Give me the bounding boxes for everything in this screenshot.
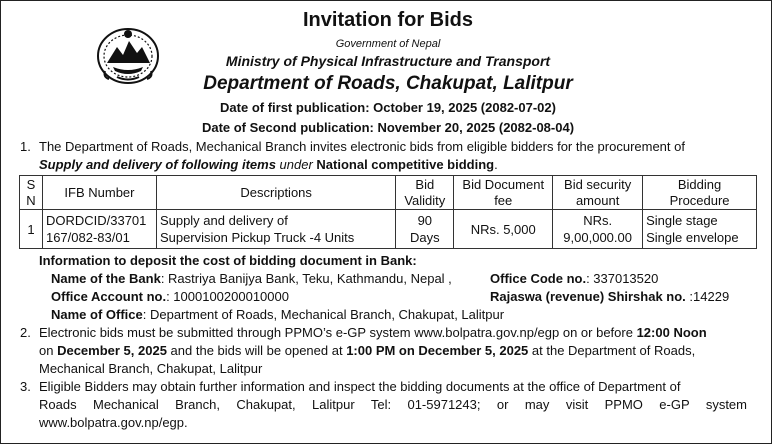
office-name bbox=[51, 306, 504, 324]
office-code-label: Office Code no. bbox=[490, 271, 587, 286]
first-publication-date: Date of first publication: October 19, 2025 (2082-07-02) bbox=[220, 100, 556, 115]
para1-line2 bbox=[39, 156, 685, 174]
office-name-value: : Department of Roads, Mechanical Branch, Chakupat, Lalitpur bbox=[142, 307, 505, 322]
para2-opening-time: 1:00 PM on December 5, 2025 bbox=[346, 343, 529, 358]
cell-bid-security bbox=[553, 210, 643, 249]
office-account-label: Office Account no. bbox=[51, 289, 167, 304]
para1-text bbox=[39, 138, 685, 174]
para3-number: 3. bbox=[20, 379, 31, 394]
para1-bidding-type: National competitive bidding bbox=[316, 157, 495, 172]
ministry-name: Ministry of Physical Infrastructure and Transport bbox=[225, 53, 551, 69]
header-bid-validity: Bid Validity bbox=[396, 176, 454, 210]
desc-line2: Supervision Pickup Truck -4 Units bbox=[159, 230, 355, 245]
header-descriptions: Descriptions bbox=[156, 176, 395, 210]
second-publication-date: Date of Second publication: November 20, 2025 (2082-08-04) bbox=[201, 120, 575, 135]
header-ifb-number: IFB Number bbox=[42, 176, 156, 210]
office-code-value: : 337013520 bbox=[586, 271, 659, 286]
para3-text bbox=[39, 378, 747, 432]
para2-l2c: and the bids will be opened at bbox=[166, 343, 347, 358]
para3-line3: www.bolpatra.gov.np/egp. bbox=[39, 415, 188, 430]
para2-line2 bbox=[39, 342, 707, 360]
table-header-row bbox=[20, 176, 757, 210]
procedure-line1: Single stage bbox=[646, 213, 718, 228]
para3-line2: Roads Mechanical Branch, Chakupat, Lalitpur Tel: 01-5971243; or may visit PPMO e-GP system bbox=[39, 397, 747, 412]
cell-bid-validity bbox=[396, 210, 454, 249]
cell-sn: 1 bbox=[20, 210, 43, 249]
security-line2: 9,00,000.00 bbox=[563, 230, 632, 245]
cell-bidding-procedure bbox=[643, 210, 757, 249]
bank-name-value: : Rastriya Banijya Bank, Teku, Kathmandu, Nepal , bbox=[160, 271, 452, 286]
rajaswa-value: :14229 bbox=[685, 289, 730, 304]
cell-ifb-number bbox=[42, 210, 156, 249]
para2-line3: Mechanical Branch, Chakupat, Lalitpur bbox=[39, 361, 263, 376]
para2-l2e: at the Department of Roads, bbox=[528, 343, 696, 358]
rajaswa-shirshak bbox=[490, 288, 729, 306]
para2-number: 2. bbox=[20, 325, 31, 340]
validity-line2: Days bbox=[410, 230, 440, 245]
procedure-line2: Single envelope bbox=[646, 230, 739, 245]
para2-deadline-time: 12:00 Noon bbox=[636, 325, 707, 340]
government-name: Government of Nepal bbox=[335, 38, 441, 50]
desc-line1: Supply and delivery of bbox=[159, 213, 288, 228]
department-name: Department of Roads, Chakupat, Lalitpur bbox=[203, 73, 573, 94]
office-code bbox=[490, 270, 658, 288]
para1-line1: The Department of Roads, Mechanical Branch invites electronic bids from eligible bidders for the procurement of bbox=[39, 139, 685, 154]
header-sn: S N bbox=[20, 176, 43, 210]
para1-items-phrase: Supply and delivery of following items bbox=[39, 157, 276, 172]
bank-name-label: Name of the Bank bbox=[51, 271, 161, 286]
header-bid-security: Bid security amount bbox=[553, 176, 643, 210]
para2-text bbox=[39, 324, 707, 378]
ifb-line2: 167/082-83/01 bbox=[45, 230, 130, 245]
ifb-line1: DORDCID/33701 bbox=[45, 213, 147, 228]
office-account-value: : 1000100200010000 bbox=[166, 289, 289, 304]
validity-line1: 90 bbox=[417, 213, 433, 228]
cell-description bbox=[156, 210, 395, 249]
para3-line1: Eligible Bidders may obtain further information and inspect the bidding documents at the office of Department of bbox=[39, 379, 681, 394]
deposit-heading bbox=[39, 252, 417, 270]
notice-title: Invitation for Bids bbox=[303, 9, 473, 31]
rajaswa-label: Rajaswa (revenue) Shirshak no. bbox=[490, 289, 686, 304]
para2-line1 bbox=[39, 324, 707, 342]
header-bidding-procedure: Bidding Procedure bbox=[643, 176, 757, 210]
header-bid-document-fee: Bid Document fee bbox=[454, 176, 553, 210]
bid-table bbox=[19, 175, 757, 249]
bank-name bbox=[51, 270, 452, 288]
para1-number: 1. bbox=[20, 139, 31, 154]
cell-bid-fee: NRs. 5,000 bbox=[454, 210, 553, 249]
para2-l2a: on bbox=[39, 343, 58, 358]
para1-under: under bbox=[275, 157, 317, 172]
para2-deadline-date: December 5, 2025 bbox=[57, 343, 167, 358]
table-row bbox=[20, 210, 757, 249]
office-account bbox=[51, 288, 289, 306]
deposit-heading-text: Information to deposit the cost of bidding document in Bank: bbox=[39, 253, 417, 268]
security-line1: NRs. bbox=[583, 213, 613, 228]
para1-period: . bbox=[494, 157, 498, 172]
office-name-label: Name of Office bbox=[51, 307, 143, 322]
para2-l1a: Electronic bids must be submitted through PPMO’s e-GP system www.bolpatra.gov.np/egp on or before bbox=[39, 325, 637, 340]
